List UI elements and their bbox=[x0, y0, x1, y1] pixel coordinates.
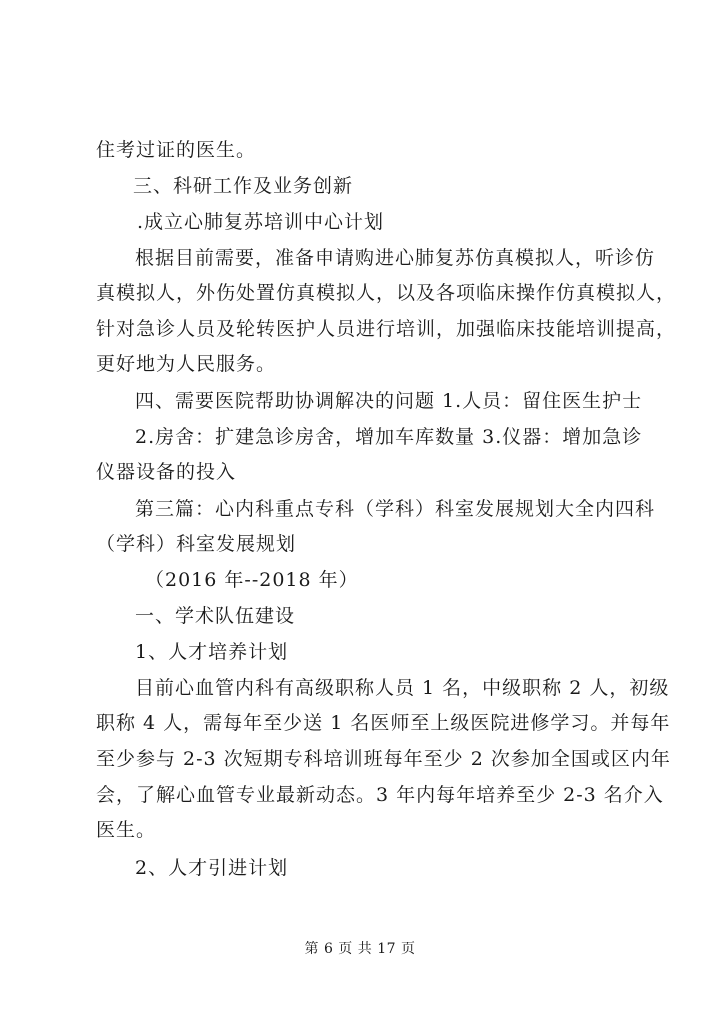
text-line: 根据目前需要，准备申请购进心肺复苏仿真模拟人，听诊仿 bbox=[135, 247, 656, 269]
text-line: 真模拟人，外伤处置仿真模拟人，以及各项临床操作仿真模拟人， bbox=[96, 282, 677, 304]
text-line: 目前心血管内科有高级职称人员 1 名，中级职称 2 人，初级 bbox=[135, 677, 670, 699]
subsection-heading: 1、人才培养计划 bbox=[135, 641, 289, 663]
chapter-title: 第三篇：心内科重点专科（学科）科室发展规划大全内四科 bbox=[135, 498, 656, 520]
text-line: .成立心肺复苏培训中心计划 bbox=[137, 211, 385, 233]
text-line: 更好地为人民服务。 bbox=[96, 353, 277, 375]
text-line: 住考过证的医生。 bbox=[96, 139, 257, 161]
text-line: 仪器设备的投入 bbox=[96, 461, 237, 483]
date-range: （2016 年--2018 年） bbox=[145, 569, 359, 591]
text-line: 会，了解心血管专业最新动态。3 年内每年培养至少 2-3 名介入 bbox=[96, 784, 664, 806]
section-heading: 四、需要医院帮助协调解决的问题 1.人员：留住医生护士 bbox=[135, 390, 643, 412]
text-line: 职称 4 人，需每年至少送 1 名医师至上级医院进修学习。并每年 bbox=[96, 712, 671, 734]
text-line: 医生。 bbox=[96, 819, 157, 841]
chapter-title: （学科）科室发展规划 bbox=[96, 533, 297, 555]
section-heading: 一、学术队伍建设 bbox=[135, 605, 296, 627]
text-line: 2.房舍：扩建急诊房舍，增加车库数量 3.仪器：增加急诊 bbox=[135, 426, 643, 448]
text-line: 至少参与 2-3 次短期专科培训班每年至少 2 次参加全国或区内年 bbox=[96, 748, 671, 770]
text-line: 针对急诊人员及轮转医护人员进行培训，加强临床技能培训提高， bbox=[96, 318, 677, 340]
subsection-heading: 2、人才引进计划 bbox=[135, 857, 289, 879]
page-footer: 第 6 页 共 17 页 bbox=[304, 941, 416, 957]
section-heading: 三、科研工作及业务创新 bbox=[133, 175, 354, 197]
